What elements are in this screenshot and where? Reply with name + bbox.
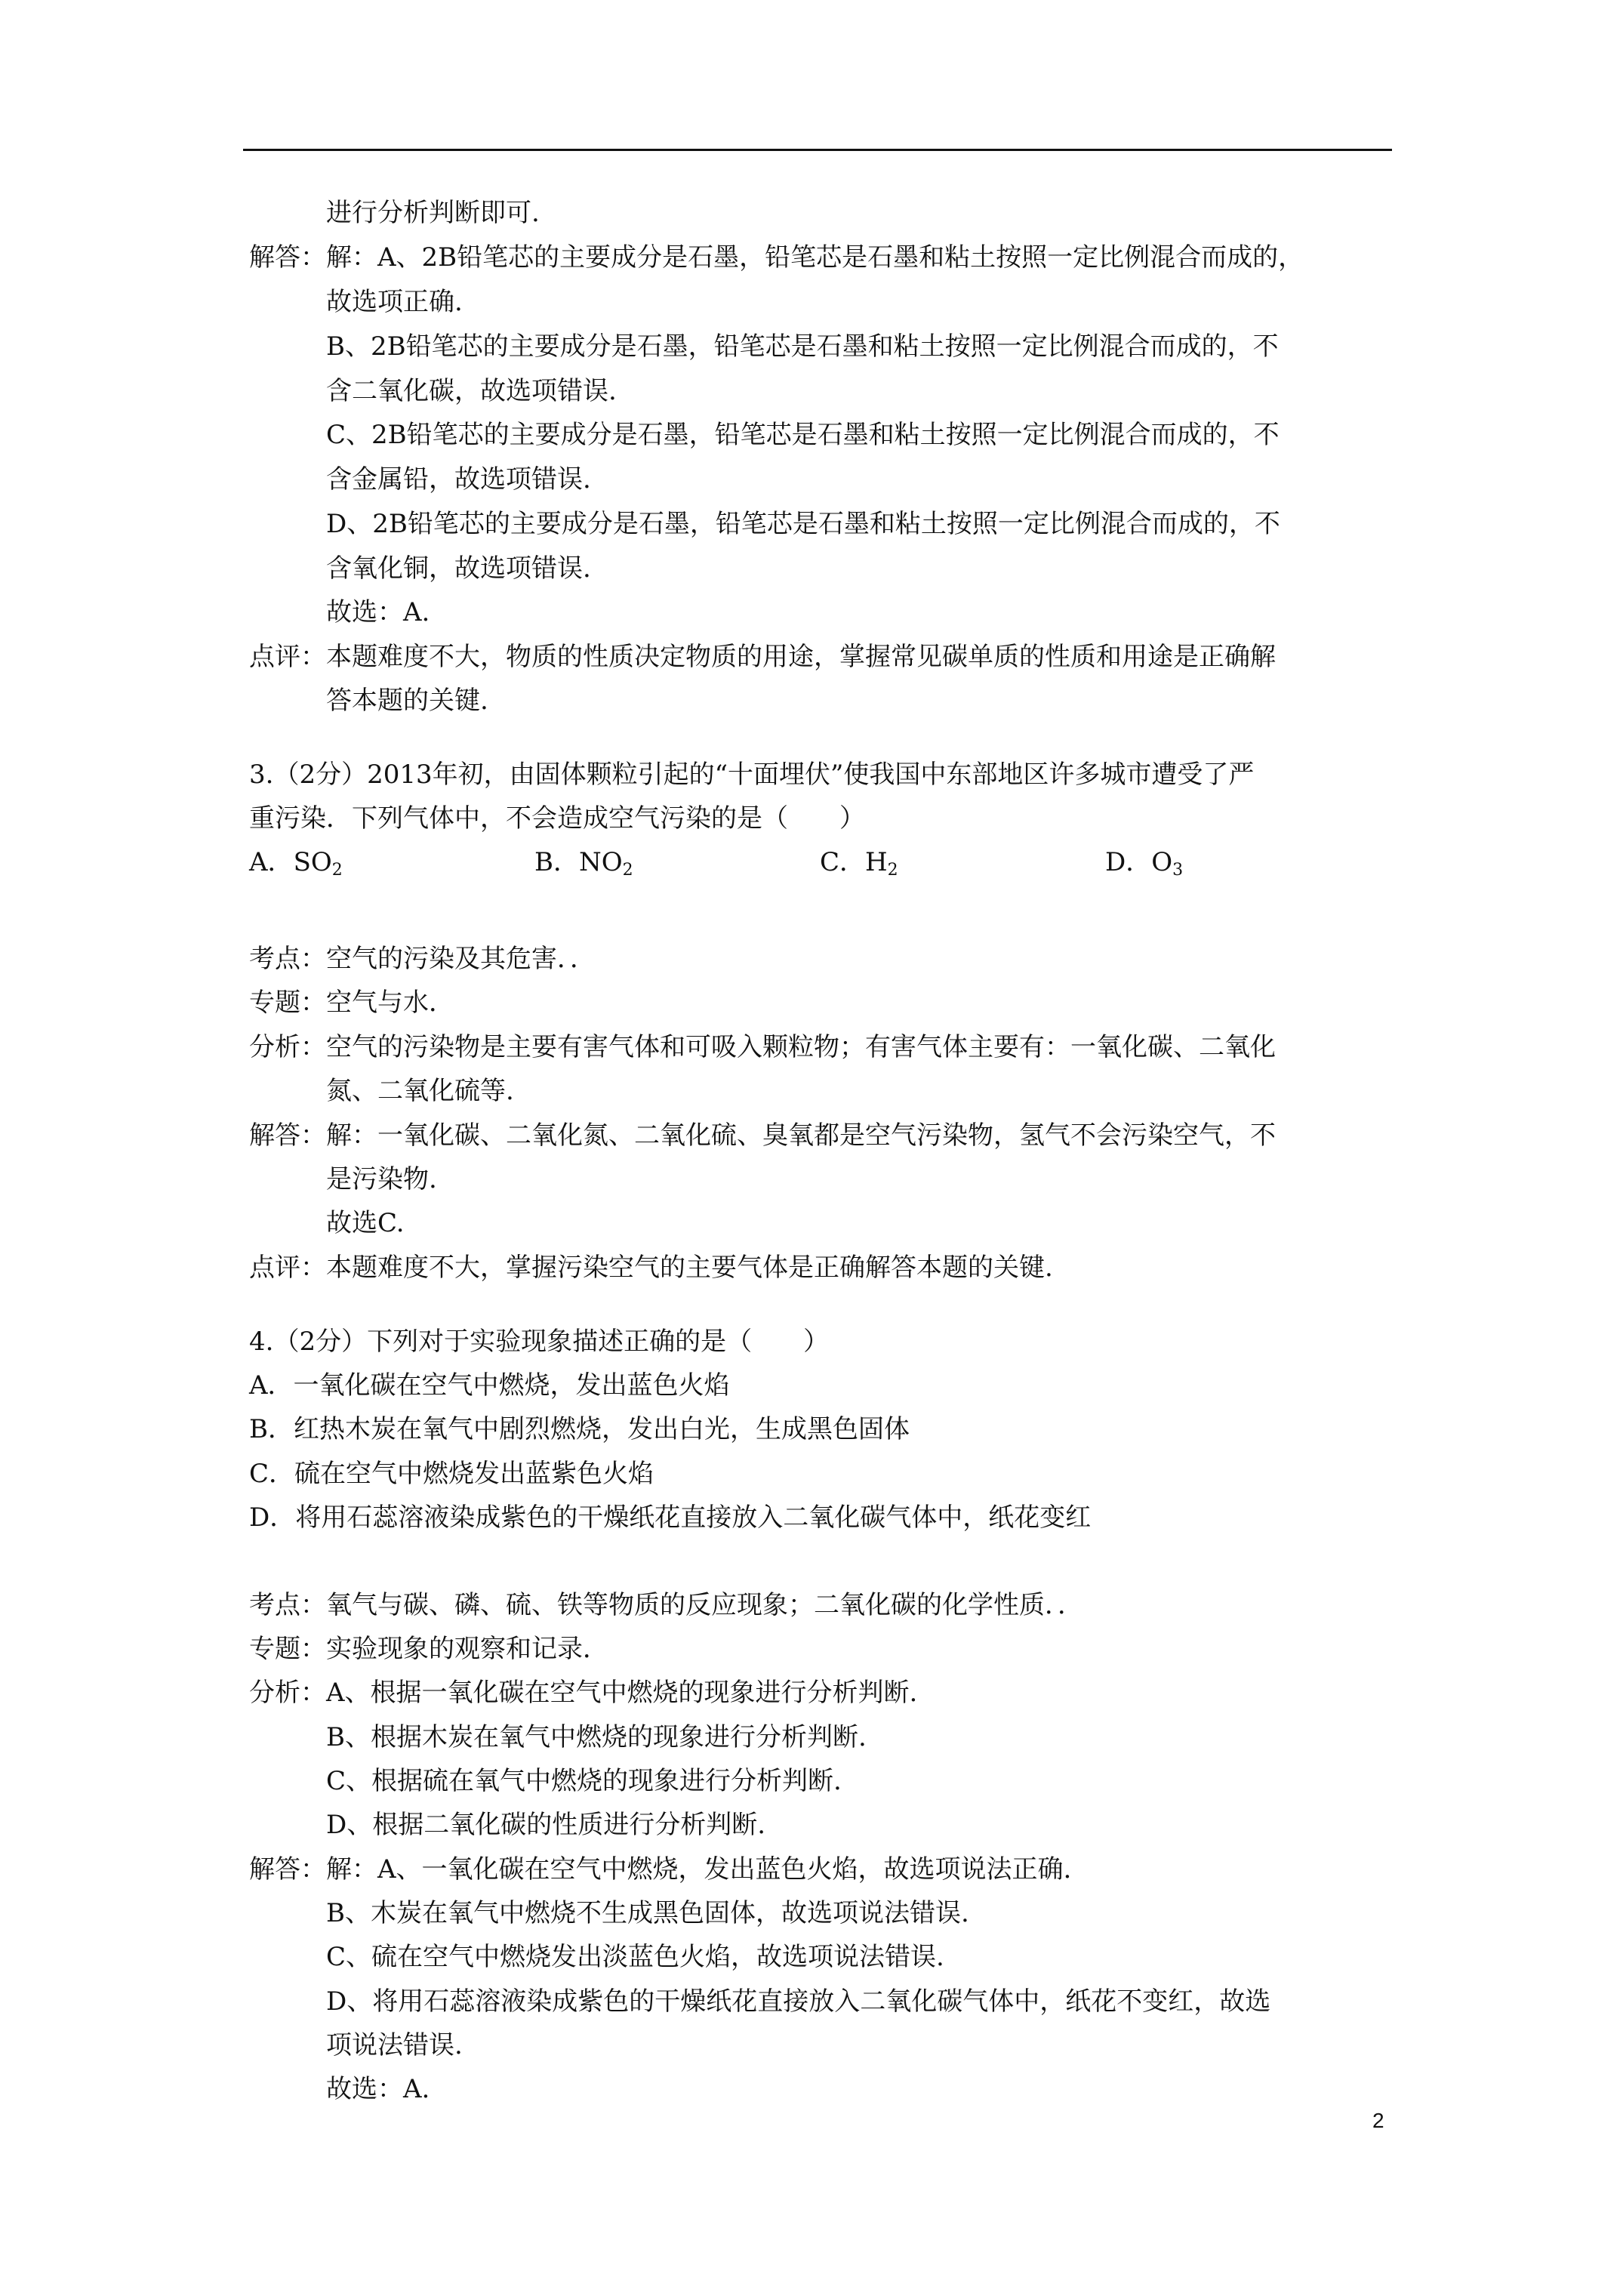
q2-answer-line: 故选项正确. bbox=[326, 287, 463, 317]
q4-stem: 4.（2分）下列对于实验现象描述正确的是（ ） bbox=[249, 1327, 830, 1357]
q3-analysis-line: 分析：空气的污染物是主要有害气体和可吸入颗粒物；有害气体主要有：一氧化碳、二氧化 bbox=[249, 1032, 1276, 1062]
q4-option-d: D．将用石蕊溶液染成紫色的干燥纸花直接放入二氧化碳气体中，纸花变红 bbox=[249, 1502, 1092, 1533]
q3-answer-line: 故选C. bbox=[326, 1208, 405, 1238]
q4-answer-line: 故选：A. bbox=[326, 2074, 430, 2104]
q4-analysis-line: C、根据硫在氧气中燃烧的现象进行分析判断. bbox=[326, 1766, 842, 1796]
q4-zhuanti: 专题：实验现象的观察和记录． bbox=[249, 1634, 608, 1664]
q2-analysis-cont: 进行分析判断即可. bbox=[326, 198, 540, 228]
q2-answer-line: C、2B铅笔芯的主要成分是石墨，铅笔芯是石墨和粘土按照一定比例混合而成的，不 bbox=[326, 420, 1280, 450]
q4-option-b: B．红热木炭在氧气中剧烈燃烧，发出白光，生成黑色固体 bbox=[249, 1414, 910, 1444]
q2-answer-line: B、2B铅笔芯的主要成分是石墨，铅笔芯是石墨和粘土按照一定比例混合而成的，不 bbox=[326, 331, 1279, 362]
header-rule bbox=[243, 149, 1392, 151]
q4-analysis-line: B、根据木炭在氧气中燃烧的现象进行分析判断. bbox=[326, 1722, 867, 1752]
q3-zhuanti: 专题：空气与水． bbox=[249, 988, 454, 1018]
q4-option-a: A．一氧化碳在空气中燃烧，发出蓝色火焰 bbox=[249, 1370, 730, 1401]
q2-answer-line: D、2B铅笔芯的主要成分是石墨，铅笔芯是石墨和粘土按照一定比例混合而成的，不 bbox=[326, 509, 1280, 539]
q2-answer-line: 含氧化铜，故选项错误. bbox=[326, 553, 591, 584]
q4-analysis-line: 分析：A、根据一氧化碳在空气中燃烧的现象进行分析判断. bbox=[249, 1678, 918, 1708]
q2-comment-line: 点评：本题难度不大，物质的性质决定物质的用途，掌握常见碳单质的性质和用途是正确解 bbox=[249, 642, 1276, 672]
page-number: 2 bbox=[1372, 2109, 1384, 2132]
q4-answer-line: B、木炭在氧气中燃烧不生成黑色固体，故选项说法错误. bbox=[326, 1898, 969, 1928]
q3-option-b: B．$NO_2$ bbox=[534, 847, 633, 880]
q4-kaodian: 考点：氧气与碳、磷、硫、铁等物质的反应现象；二氧化碳的化学性质．． bbox=[249, 1590, 1083, 1620]
q3-analysis-line: 氮、二氧化硫等. bbox=[326, 1076, 514, 1106]
q3-kaodian: 考点：空气的污染及其危害．． bbox=[249, 944, 596, 974]
q3-answer-line: 解答：解：一氧化碳、二氧化氮、二氧化硫、臭氧都是空气污染物，氢气不会污染空气，不 bbox=[249, 1120, 1276, 1151]
q4-answer-line: C、硫在空气中燃烧发出淡蓝色火焰，故选项说法错误. bbox=[326, 1942, 944, 1972]
q2-answer-line: 含金属铅，故选项错误. bbox=[326, 464, 591, 495]
q4-option-c: C．硫在空气中燃烧发出蓝紫色火焰 bbox=[249, 1459, 654, 1489]
q3-option-a: A．$SO_2$ bbox=[249, 847, 343, 880]
q4-analysis-line: D、根据二氧化碳的性质进行分析判断. bbox=[326, 1810, 766, 1840]
q3-stem-line: 3.（2分）2013年初，由固体颗粒引起的“十面埋伏”使我国中东部地区许多城市遭受了严 bbox=[249, 760, 1255, 790]
q4-answer-line: 解答：解：A、一氧化碳在空气中燃烧，发出蓝色火焰，故选项说法正确. bbox=[249, 1854, 1072, 1885]
q2-comment-line: 答本题的关键. bbox=[326, 686, 488, 716]
q3-comment: 点评：本题难度不大，掌握污染空气的主要气体是正确解答本题的关键. bbox=[249, 1253, 1053, 1283]
q3-stem-line: 重污染．下列气体中，不会造成空气污染的是（ ） bbox=[249, 803, 865, 834]
q2-answer-line: 解答：解：A、2B铅笔芯的主要成分是石墨，铅笔芯是石墨和粘土按照一定比例混合而成的， bbox=[249, 242, 1304, 273]
q2-answer-line: 故选：A. bbox=[326, 597, 430, 627]
q3-answer-line: 是污染物. bbox=[326, 1164, 437, 1194]
q3-option-c: C．$H_2$ bbox=[820, 847, 898, 880]
q3-options-row bbox=[249, 847, 1381, 880]
q3-option-d: D．$O_3$ bbox=[1105, 847, 1184, 880]
q2-answer-line: 含二氧化碳，故选项错误. bbox=[326, 376, 617, 406]
q4-answer-line: 项说法错误. bbox=[326, 2030, 463, 2060]
q4-answer-line: D、将用石蕊溶液染成紫色的干燥纸花直接放入二氧化碳气体中，纸花不变红，故选 bbox=[326, 1986, 1271, 2017]
